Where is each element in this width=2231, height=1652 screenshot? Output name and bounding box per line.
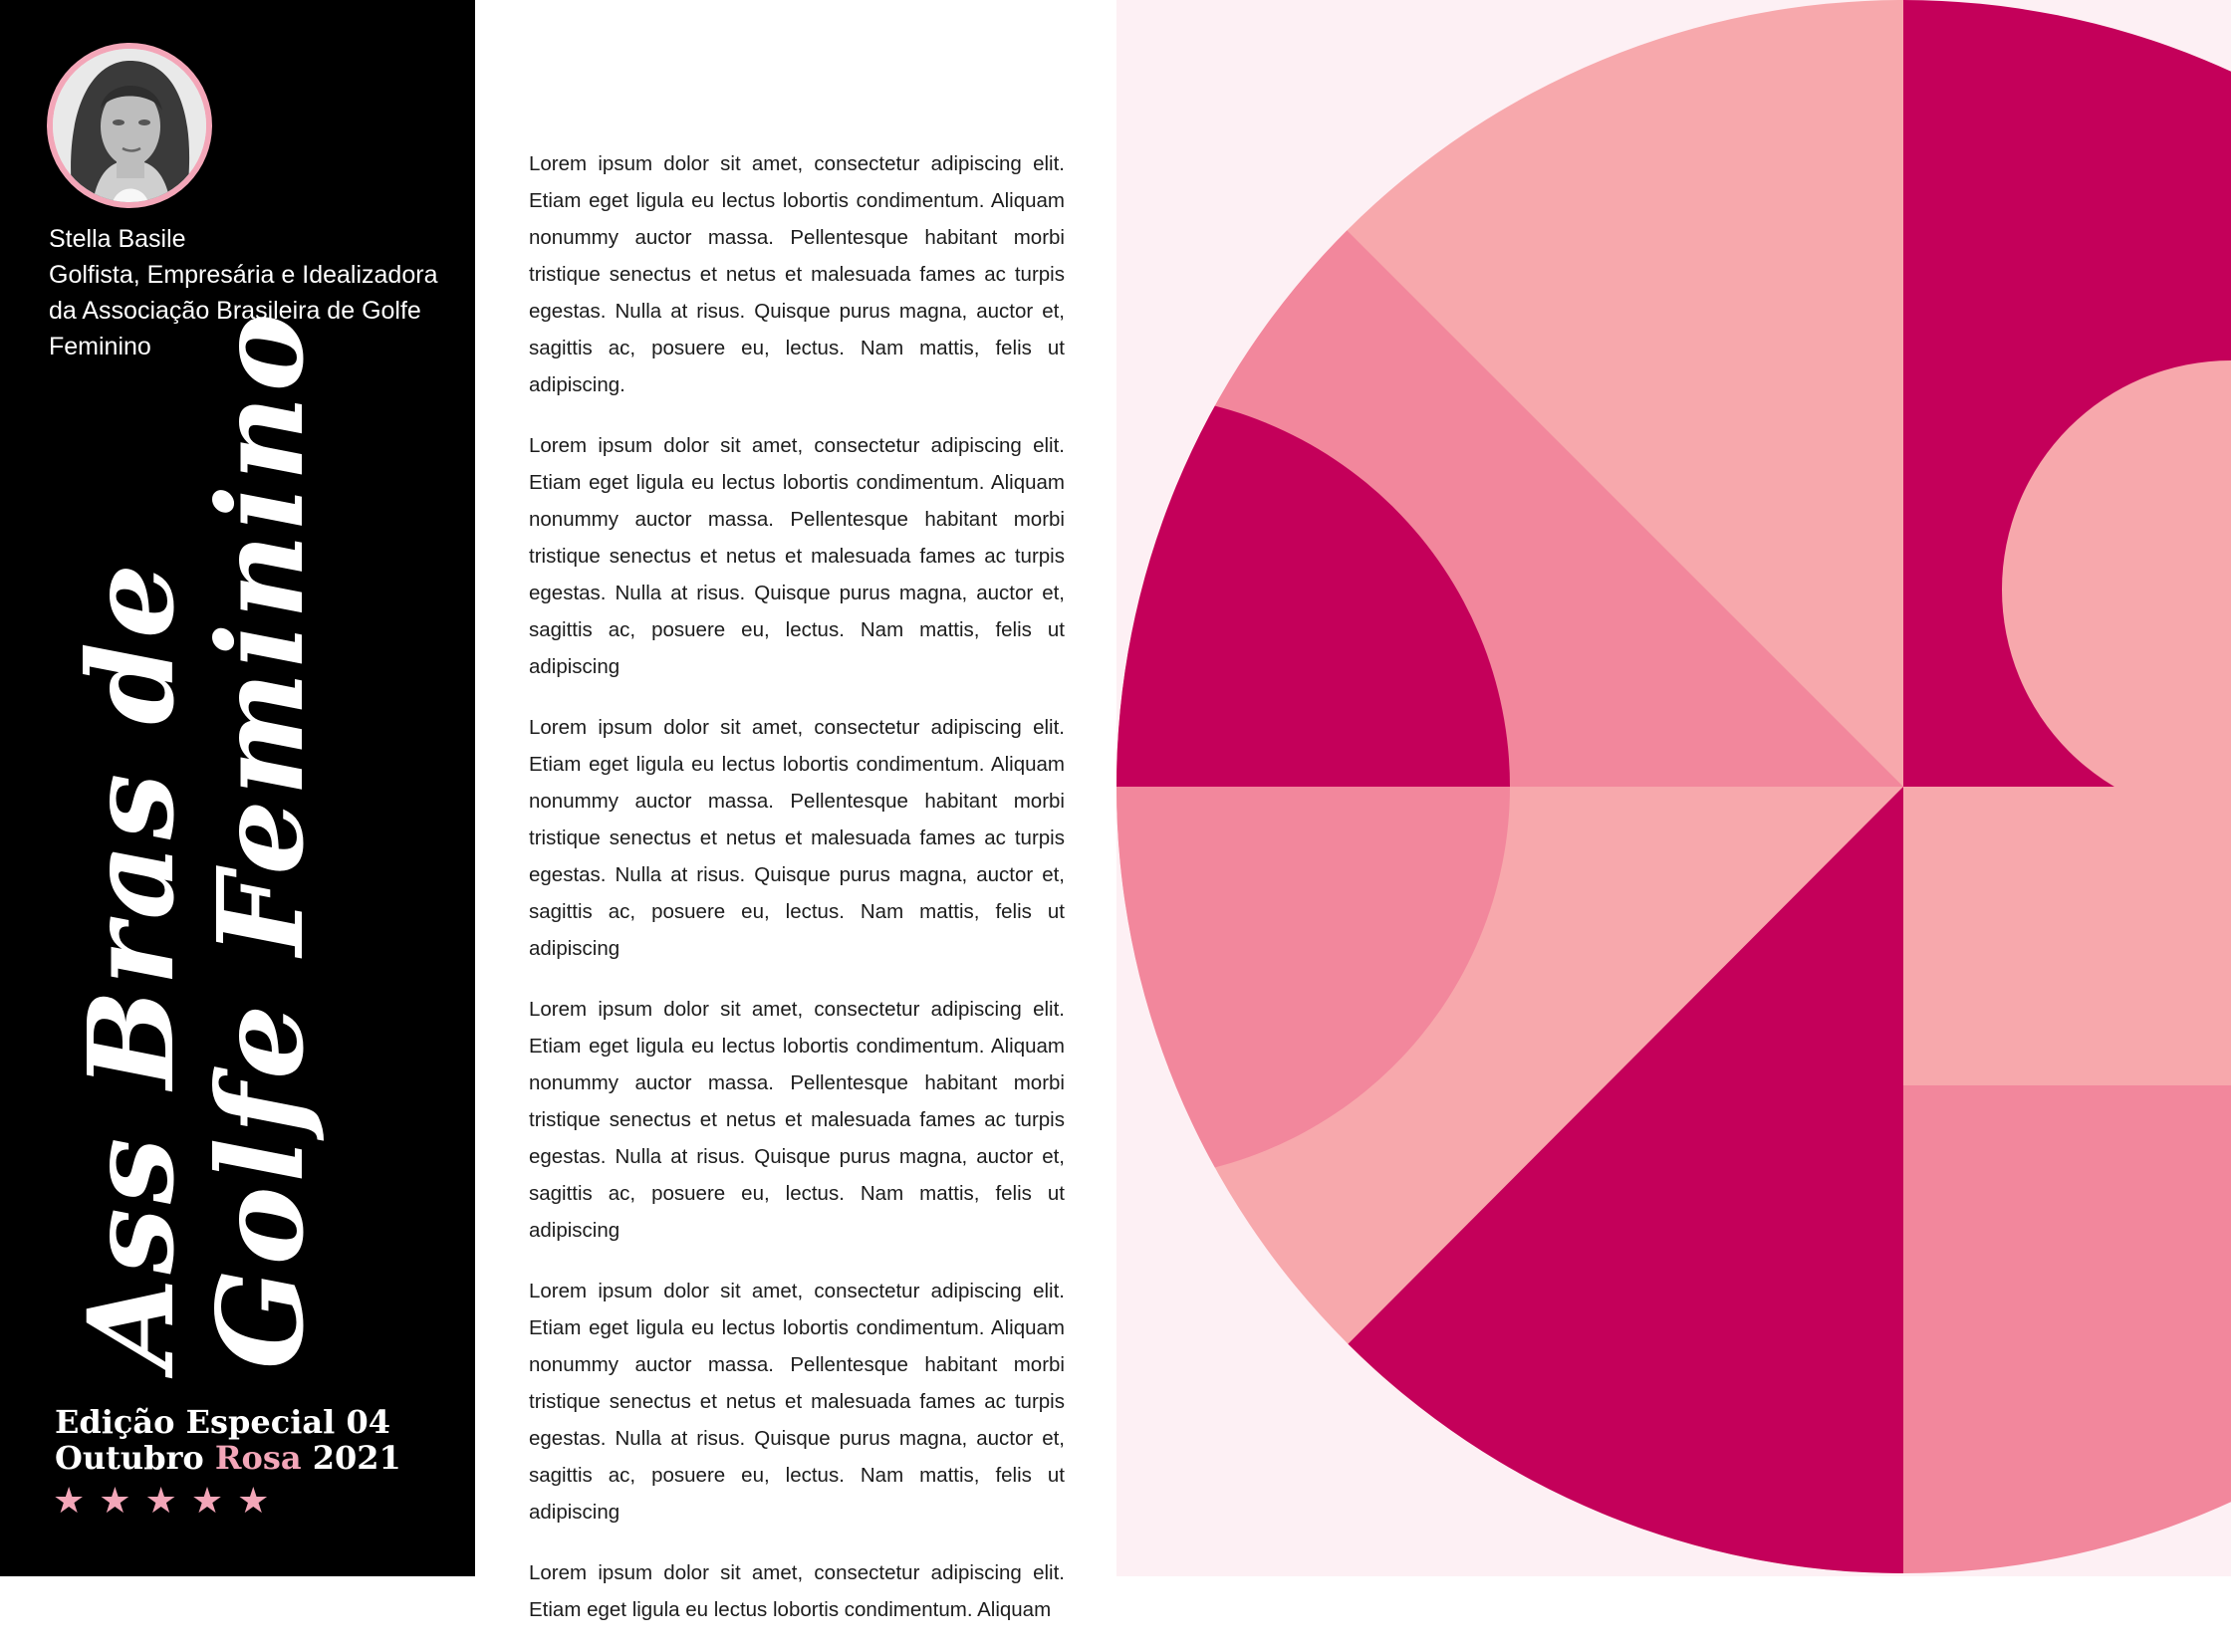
edition-month: Outubro (55, 1439, 215, 1477)
geometric-circle-art (1116, 0, 2231, 1576)
script-title-line-2: Golfe Feminino (191, 309, 330, 1369)
script-title-line-1: Ass Bras de (62, 560, 200, 1369)
sidebar (0, 0, 475, 1576)
edition-line-2 (55, 1440, 401, 1476)
article-paragraph: Lorem ipsum dolor sit amet, consectetur adipiscing elit. Etiam eget ligula eu lectus lobortis condimentum. Aliquam nonummy auctor massa. Pellentesque habitant morbi tristique senectus et netus et malesuada fames ac turpis egestas. Nulla at risus. Quisque purus magna, auctor et, sagittis ac, posuere eu, lectus. Nam mattis, felis ut adipiscing (529, 1280, 1065, 1524)
article-paragraph: Lorem ipsum dolor sit amet, consectetur adipiscing elit. Etiam eget ligula eu lectus lobortis condimentum. Aliquam (529, 1561, 1065, 1621)
edition-highlight: Rosa (214, 1439, 302, 1477)
author-portrait-icon (53, 49, 206, 202)
article-paragraph: Lorem ipsum dolor sit amet, consectetur adipiscing elit. Etiam eget ligula eu lectus lobortis condimentum. Aliquam nonummy auctor massa. Pellentesque habitant morbi tristique senectus et netus et malesuada fames ac turpis egestas. Nulla at risus. Quisque purus magna, auctor et, sagittis ac, posuere eu, lectus. Nam mattis, felis ut adipiscing (529, 716, 1065, 960)
geometric-artwork (1116, 0, 2231, 1576)
author-name: Stella Basile (49, 225, 186, 253)
edition-info (55, 1404, 401, 1476)
article-body (529, 145, 1065, 1652)
edition-year: 2021 (301, 1439, 401, 1477)
art-bottom-right-upper (1903, 787, 2231, 1085)
author-avatar (47, 43, 212, 208)
edition-line-1: Edição Especial 04 (55, 1403, 390, 1441)
art-bottom-right-lower (1903, 1085, 2231, 1576)
article-paragraph: Lorem ipsum dolor sit amet, consectetur adipiscing elit. Etiam eget ligula eu lectus lobortis condimentum. Aliquam nonummy auctor massa. Pellentesque habitant morbi tristique senectus et netus et malesuada fames ac turpis egestas. Nulla at risus. Quisque purus magna, auctor et, sagittis ac, posuere eu, lectus. Nam mattis, felis ut adipiscing (529, 998, 1065, 1242)
article-paragraph: Lorem ipsum dolor sit amet, consectetur adipiscing elit. Etiam eget ligula eu lectus lobortis condimentum. Aliquam nonummy auctor massa. Pellentesque habitant morbi tristique senectus et netus et malesuada fames ac turpis egestas. Nulla at risus. Quisque purus magna, auctor et, sagittis ac, posuere eu, lectus. Nam mattis, felis ut adipiscing. (529, 152, 1065, 396)
star-rating: ★★★★★ (53, 1481, 284, 1522)
author-role: Golfista, Empresária e Idealizadora da Associação Brasileira de Golfe Feminino (49, 261, 438, 360)
article-paragraph: Lorem ipsum dolor sit amet, consectetur adipiscing elit. Etiam eget ligula eu lectus lobortis condimentum. Aliquam nonummy auctor massa. Pellentesque habitant morbi tristique senectus et netus et malesuada fames ac turpis egestas. Nulla at risus. Quisque purus magna, auctor et, sagittis ac, posuere eu, lectus. Nam mattis, felis ut adipiscing (529, 434, 1065, 678)
